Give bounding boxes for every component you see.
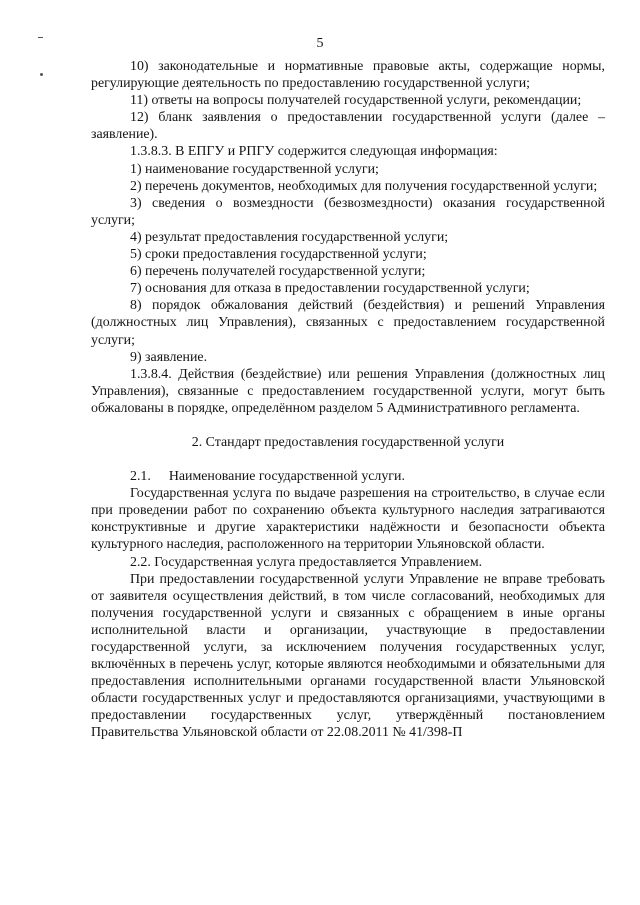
- list-item: 2) перечень документов, необходимых для получения государственной услуги;: [130, 178, 598, 194]
- subsection-2-1-title: Наименование государственной услуги.: [168, 469, 405, 485]
- page-number: 5: [316, 36, 324, 51]
- paragraph-2-2: При предоставлении государственной услуги Управление не вправе требовать от заявителя осуществления действий, в том числе согласований, необходимых для получения государственной услуги и связанных с обращением в иные органы исполнительной власти и организации, участвующие в предоставлении государственной услуги, за исключением получения государственных услуг, включённых в перечень услуг, которые являются необходимыми и обязательными для предоставления исполнительными органами государственной власти Ульяновской области государственных услуг и предоставляются организациями, участвующими в предоставлении государственных услуг, утверждённый постановлением Правительства Ульяновской области от 22.08.2011 № 41/398-П: [91, 571, 605, 741]
- list-item: 8) порядок обжалования действий (бездействия) и решений Управления (должностных лиц Управления), связанных с предоставлением государственной услуги;: [91, 298, 605, 348]
- list-item: 5) сроки предоставления государственной услуги;: [130, 247, 427, 263]
- scan-dot: [40, 73, 43, 76]
- list-item: 3) сведения о возмездности (безвозмездности) оказания государственной услуги;: [91, 195, 605, 228]
- list-item: 7) основания для отказа в предоставлении государственной услуги;: [130, 281, 530, 297]
- list-item: 4) результат предоставления государственной услуги;: [130, 229, 449, 245]
- section-heading: 2. Стандарт предоставления государственной услуги: [191, 434, 505, 450]
- paragraph-2-1: Государственная услуга по выдаче разрешения на строительство, в случае если при проведении работ по сохранению объекта культурного наследия затрагиваются конструктивные и другие характеристики надёжности и безопасности объекта культурного наследия, расположенного на территории Ульяновской области.: [91, 486, 605, 553]
- list-item: 1) наименование государственной услуги;: [130, 161, 379, 177]
- list-item: 10) законодательные и нормативные правовые акты, содержащие нормы, регулирующие деятельность по предоставлению государственной услуги;: [91, 59, 605, 92]
- list-item: 6) перечень получателей государственной услуги;: [130, 264, 426, 280]
- paragraph-1-3-8-4: 1.3.8.4. Действия (бездействие) или решения Управления (должностных лиц Управления), связанные с предоставлением государственной услуги, могут быть обжалованы в порядке, определённом разделом 5 Административного регламента.: [91, 366, 605, 416]
- list-item: 9) заявление.: [130, 349, 208, 365]
- subsection-2-1-heading: [91, 468, 605, 485]
- document-body: [91, 58, 605, 742]
- list-item: 11) ответы на вопросы получателей государственной услуги, рекомендации;: [130, 93, 582, 109]
- list-item: 12) бланк заявления о предоставлении государственной услуги (далее – заявление).: [91, 110, 605, 143]
- subsection-2-2-heading: 2.2. Государственная услуга предоставляется Управлением.: [130, 554, 483, 570]
- subsection-2-1-number: 2.1.: [130, 469, 151, 485]
- paragraph-1-3-8-3: 1.3.8.3. В ЕПГУ и РПГУ содержится следующая информация:: [130, 144, 498, 160]
